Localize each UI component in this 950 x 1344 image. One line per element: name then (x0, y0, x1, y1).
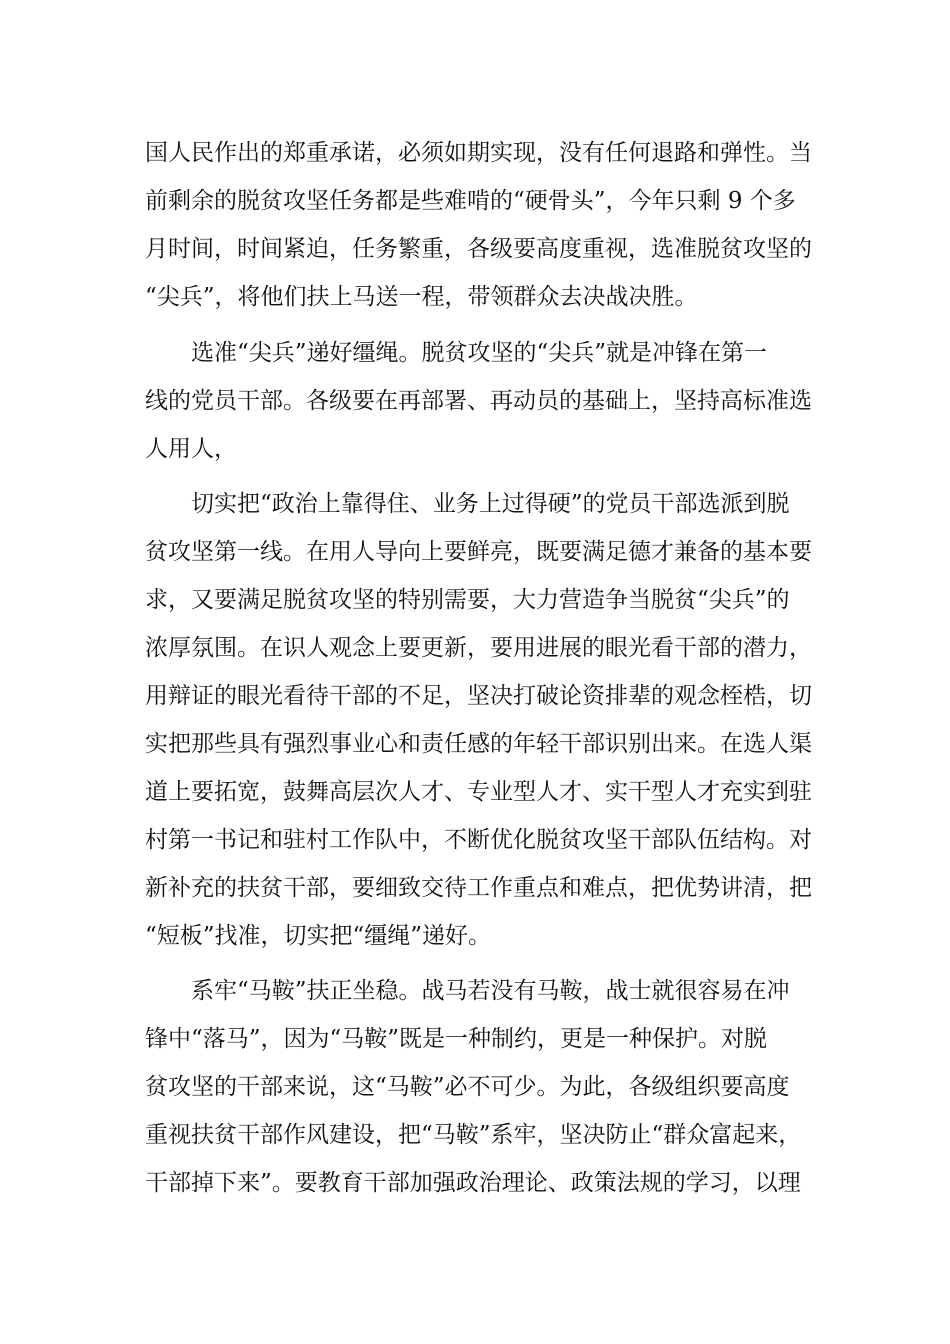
text-line: 用辩证的眼光看待干部的不足，坚决打破论资排辈的观念桎梏，切 (145, 683, 812, 709)
text-line: 线的党员干部。各级要在再部署、再动员的基础上，坚持高标准选 (145, 388, 812, 414)
text-line: “短板”找准，切实把“缰绳”递好。 (145, 923, 492, 949)
paragraph-first-line: 选准“尖兵”递好缰绳。脱贫攻坚的“尖兵”就是冲锋在第一 (191, 340, 768, 366)
text-line: 实把那些具有强烈事业心和责任感的年轻干部识别出来。在选人渠 (145, 731, 812, 757)
text-line: 人用人， (145, 436, 237, 462)
text-line: 新补充的扶贫干部，要细致交待工作重点和难点，把优势讲清，把 (145, 875, 812, 901)
text-line: 道上要拓宽，鼓舞高层次人才、专业型人才、实干型人才充实到驻 (145, 779, 812, 805)
text-line: 贫攻坚的干部来说，这“马鞍”必不可少。为此，各级组织要高度 (145, 1074, 790, 1100)
paragraph-first-line: 切实把“政治上靠得住、业务上过得硬”的党员干部选派到脱 (191, 491, 790, 517)
text-line: 国人民作出的郑重承诺，必须如期实现，没有任何退路和弹性。当 (145, 140, 812, 166)
text-line: 月时间，时间紧迫，任务繁重，各级要高度重视，选准脱贫攻坚的 (145, 236, 812, 262)
text-line: “尖兵”，将他们扶上马送一程，带领群众去决战决胜。 (145, 284, 698, 310)
text-line: 贫攻坚第一线。在用人导向上要鲜亮，既要满足德才兼备的基本要 (145, 539, 812, 565)
text-line: 求，又要满足脱贫攻坚的特别需要，大力营造争当脱贫“尖兵”的 (145, 587, 790, 613)
text-line: 浓厚氛围。在识人观念上要更新，要用进展的眼光看干部的潜力， (145, 635, 812, 661)
text-line: 前剩余的脱贫攻坚任务都是些难啃的“硬骨头”，今年只剩 9 个多 (145, 188, 796, 214)
text-line: 重视扶贫干部作风建设，把“马鞍”系牢，坚决防止“群众富起来， (145, 1122, 802, 1148)
text-line: 干部掉下来”。要教育干部加强政治理论、政策法规的学习，以理 (145, 1170, 801, 1196)
text-line: 村第一书记和驻村工作队中，不断优化脱贫攻坚干部队伍结构。对 (145, 827, 812, 853)
text-line: 锋中“落马”，因为“马鞍”既是一种制约，更是一种保护。对脱 (145, 1026, 768, 1052)
paragraph-first-line: 系牢“马鞍”扶正坐稳。战马若没有马鞍，战士就很容易在冲 (191, 978, 790, 1004)
